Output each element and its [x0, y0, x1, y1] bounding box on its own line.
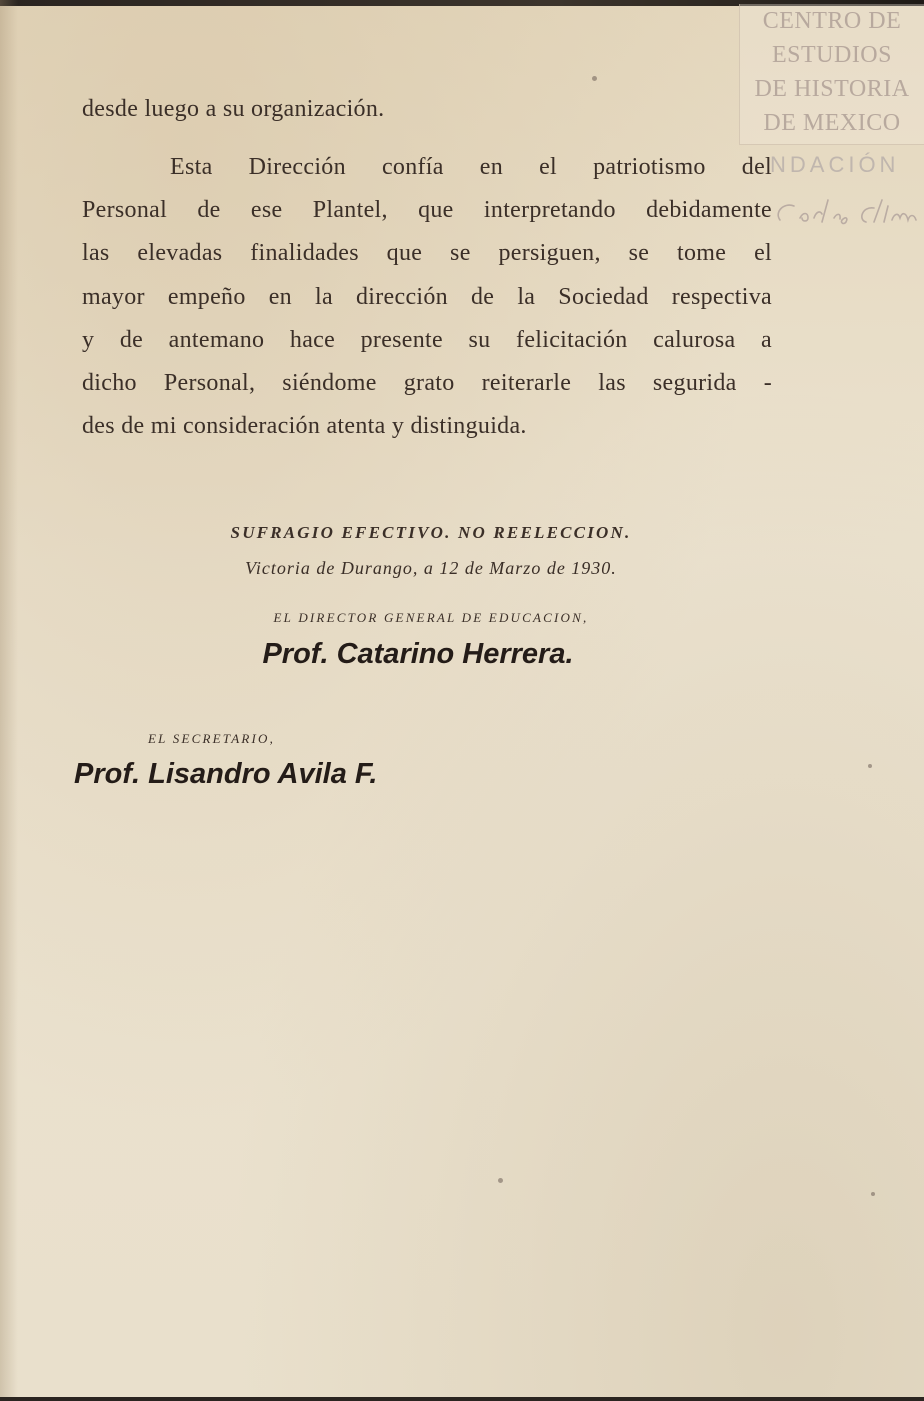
secretary-name: Prof. Lisandro Avila F. — [74, 758, 378, 790]
director-name: Prof. Catarino Herrera. — [262, 638, 574, 670]
paper-speck — [868, 764, 872, 768]
letter-line-3: Personal de ese Plantel, que interpretando debidamente — [82, 197, 772, 223]
stamp-line-3: DE HISTORIA — [754, 76, 910, 102]
page-bottom-edge — [0, 1397, 924, 1401]
stamp-fundacion: NDACIÓN — [770, 152, 900, 177]
director-title: EL DIRECTOR GENERAL DE EDUCACION, — [273, 610, 589, 625]
letter-line-2: Esta Dirección confía en el patriotismo del — [170, 154, 772, 180]
place-date: Victoria de Durango, a 12 de Marzo de 1930. — [245, 558, 617, 578]
stamp-signature-logo — [770, 192, 924, 232]
stamp-line-2: ESTUDIOS — [771, 42, 892, 68]
letter-line-8: des de mi consideración atenta y distinguida. — [82, 413, 527, 439]
letter-line-6: y de antemano hace presente su felicitación calurosa a — [82, 327, 772, 353]
letter-line-7: dicho Personal, siéndome grato reiterarle las segurida - — [82, 370, 772, 396]
page-left-shade — [0, 0, 18, 1401]
paper-speck — [498, 1178, 503, 1183]
motto: SUFRAGIO EFECTIVO. NO REELECCION. — [230, 523, 632, 542]
stamp-line-4: DE MEXICO — [763, 110, 901, 136]
stamp-line-1: CENTRO DE — [762, 8, 902, 34]
letter-line-4: las elevadas finalidades que se persiguen, se tome el — [82, 240, 772, 266]
paper-speck — [592, 76, 597, 81]
paper-speck — [871, 1192, 875, 1196]
letter-line-5: mayor empeño en la dirección de la Sociedad respectiva — [82, 284, 772, 310]
secretary-title: EL SECRETARIO, — [148, 731, 276, 746]
letter-line-1: desde luego a su organización. — [82, 96, 385, 122]
